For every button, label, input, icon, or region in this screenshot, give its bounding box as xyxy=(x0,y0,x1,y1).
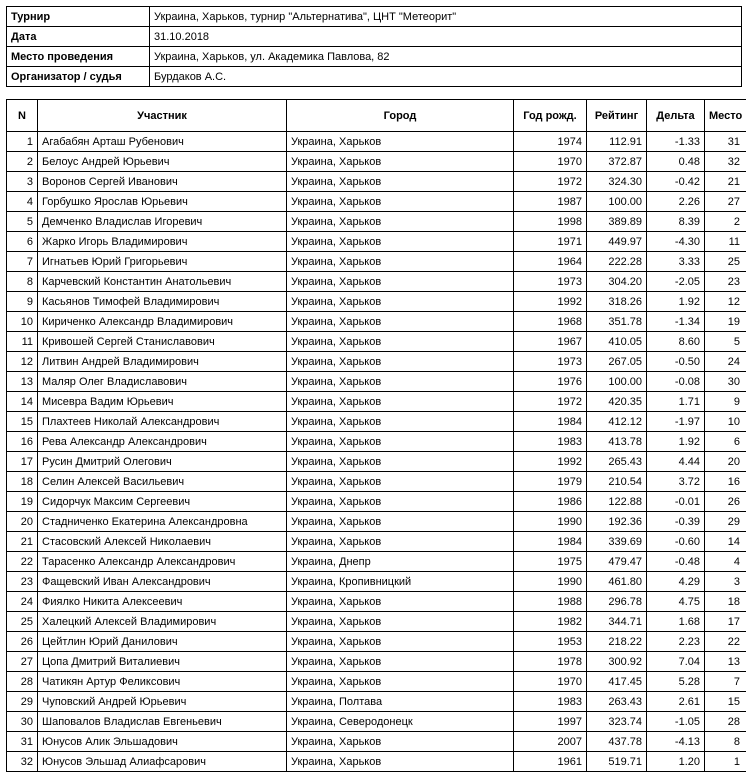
col-header-city: Город xyxy=(287,100,514,132)
delta-cell: 0.48 xyxy=(647,152,705,172)
participant-name-cell: Рева Александр Александрович xyxy=(38,432,287,452)
participant-name-cell: Кривошей Сергей Станиславович xyxy=(38,332,287,352)
place-cell: 18 xyxy=(705,592,746,612)
place-cell: 12 xyxy=(705,292,746,312)
rating-cell: 351.78 xyxy=(587,312,647,332)
delta-cell: 2.61 xyxy=(647,692,705,712)
col-header-participant: Участник xyxy=(38,100,287,132)
delta-cell: -0.08 xyxy=(647,372,705,392)
place-cell: 9 xyxy=(705,392,746,412)
table-row xyxy=(7,332,746,352)
city-cell: Украина, Харьков xyxy=(287,292,514,312)
city-cell: Украина, Харьков xyxy=(287,532,514,552)
row-number-cell: 7 xyxy=(7,252,38,272)
participant-name-cell: Касьянов Тимофей Владимирович xyxy=(38,292,287,312)
table-row xyxy=(7,732,746,752)
row-number-cell: 20 xyxy=(7,512,38,532)
row-number-cell: 27 xyxy=(7,652,38,672)
city-cell: Украина, Харьков xyxy=(287,332,514,352)
table-row xyxy=(7,392,746,412)
birth-year-cell: 1972 xyxy=(514,172,587,192)
city-cell: Украина, Харьков xyxy=(287,372,514,392)
rating-cell: 461.80 xyxy=(587,572,647,592)
city-cell: Украина, Харьков xyxy=(287,212,514,232)
city-cell: Украина, Харьков xyxy=(287,232,514,252)
birth-year-cell: 1976 xyxy=(514,372,587,392)
participant-name-cell: Плахтеев Николай Александрович xyxy=(38,412,287,432)
birth-year-cell: 1988 xyxy=(514,592,587,612)
birth-year-cell: 1961 xyxy=(514,752,587,772)
birth-year-cell: 1979 xyxy=(514,472,587,492)
city-cell: Украина, Харьков xyxy=(287,452,514,472)
city-cell: Украина, Харьков xyxy=(287,352,514,372)
table-row xyxy=(7,212,746,232)
row-number-cell: 12 xyxy=(7,352,38,372)
participant-name-cell: Демченко Владислав Игоревич xyxy=(38,212,287,232)
city-cell: Украина, Харьков xyxy=(287,632,514,652)
participant-name-cell: Маляр Олег Владиславович xyxy=(38,372,287,392)
row-number-cell: 3 xyxy=(7,172,38,192)
delta-cell: 4.44 xyxy=(647,452,705,472)
place-cell: 4 xyxy=(705,552,746,572)
info-label: Организатор / судья xyxy=(7,67,150,87)
delta-cell: -4.30 xyxy=(647,232,705,252)
place-cell: 2 xyxy=(705,212,746,232)
participant-name-cell: Сидорчук Максим Сергеевич xyxy=(38,492,287,512)
place-cell: 20 xyxy=(705,452,746,472)
delta-cell: 1.71 xyxy=(647,392,705,412)
birth-year-cell: 1978 xyxy=(514,652,587,672)
birth-year-cell: 1964 xyxy=(514,252,587,272)
rating-cell: 324.30 xyxy=(587,172,647,192)
delta-cell: 1.92 xyxy=(647,292,705,312)
place-cell: 15 xyxy=(705,692,746,712)
participant-name-cell: Кириченко Александр Владимирович xyxy=(38,312,287,332)
table-row xyxy=(7,352,746,372)
info-value: Украина, Харьков, турнир "Альтернатива", ЦНТ "Метеорит" xyxy=(150,7,742,27)
participant-name-cell: Фиялко Никита Алексеевич xyxy=(38,592,287,612)
row-number-cell: 2 xyxy=(7,152,38,172)
participant-name-cell: Цейтлин Юрий Данилович xyxy=(38,632,287,652)
table-row xyxy=(7,432,746,452)
row-number-cell: 17 xyxy=(7,452,38,472)
table-row xyxy=(7,532,746,552)
delta-cell: 1.20 xyxy=(647,752,705,772)
row-number-cell: 5 xyxy=(7,212,38,232)
results-table xyxy=(6,99,746,772)
delta-cell: -0.01 xyxy=(647,492,705,512)
delta-cell: -0.50 xyxy=(647,352,705,372)
table-row xyxy=(7,472,746,492)
city-cell: Украина, Харьков xyxy=(287,132,514,152)
delta-cell: 4.29 xyxy=(647,572,705,592)
delta-cell: 4.75 xyxy=(647,592,705,612)
participant-name-cell: Русин Дмитрий Олегович xyxy=(38,452,287,472)
birth-year-cell: 1990 xyxy=(514,572,587,592)
delta-cell: -2.05 xyxy=(647,272,705,292)
participant-name-cell: Чуповский Андрей Юрьевич xyxy=(38,692,287,712)
rating-cell: 263.43 xyxy=(587,692,647,712)
city-cell: Украина, Харьков xyxy=(287,432,514,452)
city-cell: Украина, Полтава xyxy=(287,692,514,712)
birth-year-cell: 1982 xyxy=(514,612,587,632)
place-cell: 22 xyxy=(705,632,746,652)
info-value: 31.10.2018 xyxy=(150,27,742,47)
row-number-cell: 19 xyxy=(7,492,38,512)
participant-name-cell: Литвин Андрей Владимирович xyxy=(38,352,287,372)
participant-name-cell: Агабабян Арташ Рубенович xyxy=(38,132,287,152)
city-cell: Украина, Харьков xyxy=(287,512,514,532)
row-number-cell: 8 xyxy=(7,272,38,292)
place-cell: 16 xyxy=(705,472,746,492)
delta-cell: -0.42 xyxy=(647,172,705,192)
row-number-cell: 9 xyxy=(7,292,38,312)
place-cell: 10 xyxy=(705,412,746,432)
row-number-cell: 26 xyxy=(7,632,38,652)
birth-year-cell: 1983 xyxy=(514,692,587,712)
city-cell: Украина, Харьков xyxy=(287,192,514,212)
delta-cell: 1.92 xyxy=(647,432,705,452)
info-label: Турнир xyxy=(7,7,150,27)
row-number-cell: 18 xyxy=(7,472,38,492)
birth-year-cell: 1953 xyxy=(514,632,587,652)
table-row xyxy=(7,512,746,532)
city-cell: Украина, Харьков xyxy=(287,272,514,292)
table-row xyxy=(7,172,746,192)
table-row xyxy=(7,232,746,252)
table-row xyxy=(7,592,746,612)
birth-year-cell: 1986 xyxy=(514,492,587,512)
delta-cell: 3.72 xyxy=(647,472,705,492)
table-row xyxy=(7,412,746,432)
birth-year-cell: 1990 xyxy=(514,512,587,532)
rating-cell: 304.20 xyxy=(587,272,647,292)
participant-name-cell: Игнатьев Юрий Григорьевич xyxy=(38,252,287,272)
rating-cell: 112.91 xyxy=(587,132,647,152)
place-cell: 29 xyxy=(705,512,746,532)
participant-name-cell: Цопа Дмитрий Виталиевич xyxy=(38,652,287,672)
table-row xyxy=(7,672,746,692)
participant-name-cell: Жарко Игорь Владимирович xyxy=(38,232,287,252)
city-cell: Украина, Харьков xyxy=(287,752,514,772)
participant-name-cell: Тарасенко Александр Александрович xyxy=(38,552,287,572)
place-cell: 23 xyxy=(705,272,746,292)
birth-year-cell: 1998 xyxy=(514,212,587,232)
place-cell: 17 xyxy=(705,612,746,632)
row-number-cell: 25 xyxy=(7,612,38,632)
participant-name-cell: Юнусов Алик Эльшадович xyxy=(38,732,287,752)
row-number-cell: 10 xyxy=(7,312,38,332)
place-cell: 24 xyxy=(705,352,746,372)
rating-cell: 372.87 xyxy=(587,152,647,172)
col-header-delta: Дельта xyxy=(647,100,705,132)
rating-cell: 296.78 xyxy=(587,592,647,612)
delta-cell: -0.39 xyxy=(647,512,705,532)
col-header-place: Место xyxy=(705,100,746,132)
table-row xyxy=(7,652,746,672)
place-cell: 21 xyxy=(705,172,746,192)
rating-cell: 344.71 xyxy=(587,612,647,632)
place-cell: 1 xyxy=(705,752,746,772)
birth-year-cell: 1984 xyxy=(514,412,587,432)
city-cell: Украина, Харьков xyxy=(287,152,514,172)
participant-name-cell: Карчевский Константин Анатольевич xyxy=(38,272,287,292)
delta-cell: -0.48 xyxy=(647,552,705,572)
rating-cell: 449.97 xyxy=(587,232,647,252)
participant-name-cell: Фащевский Иван Александрович xyxy=(38,572,287,592)
row-number-cell: 14 xyxy=(7,392,38,412)
delta-cell: -1.34 xyxy=(647,312,705,332)
place-cell: 3 xyxy=(705,572,746,592)
delta-cell: -1.33 xyxy=(647,132,705,152)
rating-cell: 323.74 xyxy=(587,712,647,732)
rating-cell: 300.92 xyxy=(587,652,647,672)
rating-cell: 479.47 xyxy=(587,552,647,572)
rating-cell: 420.35 xyxy=(587,392,647,412)
rating-cell: 218.22 xyxy=(587,632,647,652)
delta-cell: 7.04 xyxy=(647,652,705,672)
place-cell: 19 xyxy=(705,312,746,332)
delta-cell: 1.68 xyxy=(647,612,705,632)
rating-cell: 210.54 xyxy=(587,472,647,492)
birth-year-cell: 1967 xyxy=(514,332,587,352)
place-cell: 25 xyxy=(705,252,746,272)
row-number-cell: 16 xyxy=(7,432,38,452)
delta-cell: -4.13 xyxy=(647,732,705,752)
rating-cell: 267.05 xyxy=(587,352,647,372)
rating-cell: 519.71 xyxy=(587,752,647,772)
delta-cell: -0.60 xyxy=(647,532,705,552)
row-number-cell: 1 xyxy=(7,132,38,152)
row-number-cell: 24 xyxy=(7,592,38,612)
tournament-info-table xyxy=(6,6,742,87)
rating-cell: 100.00 xyxy=(587,192,647,212)
birth-year-cell: 1987 xyxy=(514,192,587,212)
city-cell: Украина, Харьков xyxy=(287,472,514,492)
birth-year-cell: 1997 xyxy=(514,712,587,732)
rating-cell: 410.05 xyxy=(587,332,647,352)
row-number-cell: 28 xyxy=(7,672,38,692)
table-row xyxy=(7,152,746,172)
birth-year-cell: 1983 xyxy=(514,432,587,452)
participant-name-cell: Чатикян Артур Феликсович xyxy=(38,672,287,692)
participant-name-cell: Юнусов Эльшад Алиафсарович xyxy=(38,752,287,772)
city-cell: Украина, Северодонецк xyxy=(287,712,514,732)
info-row xyxy=(7,7,742,27)
rating-cell: 339.69 xyxy=(587,532,647,552)
birth-year-cell: 1968 xyxy=(514,312,587,332)
city-cell: Украина, Кропивницкий xyxy=(287,572,514,592)
city-cell: Украина, Харьков xyxy=(287,672,514,692)
participant-name-cell: Халецкий Алексей Владимирович xyxy=(38,612,287,632)
rating-cell: 417.45 xyxy=(587,672,647,692)
place-cell: 28 xyxy=(705,712,746,732)
birth-year-cell: 1974 xyxy=(514,132,587,152)
table-row xyxy=(7,632,746,652)
city-cell: Украина, Харьков xyxy=(287,492,514,512)
col-header-number: N xyxy=(7,100,38,132)
city-cell: Украина, Харьков xyxy=(287,392,514,412)
table-row xyxy=(7,552,746,572)
birth-year-cell: 1970 xyxy=(514,152,587,172)
birth-year-cell: 1975 xyxy=(514,552,587,572)
table-row xyxy=(7,452,746,472)
participant-name-cell: Горбушко Ярослав Юрьевич xyxy=(38,192,287,212)
delta-cell: -1.05 xyxy=(647,712,705,732)
results-header-row xyxy=(7,100,746,132)
rating-cell: 389.89 xyxy=(587,212,647,232)
info-row xyxy=(7,27,742,47)
row-number-cell: 23 xyxy=(7,572,38,592)
delta-cell: 8.60 xyxy=(647,332,705,352)
participant-name-cell: Мисевра Вадим Юрьевич xyxy=(38,392,287,412)
place-cell: 26 xyxy=(705,492,746,512)
rating-cell: 412.12 xyxy=(587,412,647,432)
row-number-cell: 29 xyxy=(7,692,38,712)
place-cell: 7 xyxy=(705,672,746,692)
city-cell: Украина, Харьков xyxy=(287,732,514,752)
place-cell: 5 xyxy=(705,332,746,352)
city-cell: Украина, Харьков xyxy=(287,412,514,432)
row-number-cell: 15 xyxy=(7,412,38,432)
place-cell: 31 xyxy=(705,132,746,152)
delta-cell: 8.39 xyxy=(647,212,705,232)
rating-cell: 265.43 xyxy=(587,452,647,472)
delta-cell: 2.26 xyxy=(647,192,705,212)
rating-cell: 222.28 xyxy=(587,252,647,272)
city-cell: Украина, Днепр xyxy=(287,552,514,572)
participant-name-cell: Белоус Андрей Юрьевич xyxy=(38,152,287,172)
row-number-cell: 32 xyxy=(7,752,38,772)
table-row xyxy=(7,572,746,592)
table-row xyxy=(7,612,746,632)
delta-cell: 3.33 xyxy=(647,252,705,272)
place-cell: 11 xyxy=(705,232,746,252)
birth-year-cell: 1970 xyxy=(514,672,587,692)
info-row xyxy=(7,47,742,67)
table-row xyxy=(7,252,746,272)
delta-cell: -1.97 xyxy=(647,412,705,432)
info-label: Место проведения xyxy=(7,47,150,67)
place-cell: 27 xyxy=(705,192,746,212)
rating-cell: 437.78 xyxy=(587,732,647,752)
birth-year-cell: 1992 xyxy=(514,292,587,312)
table-row xyxy=(7,692,746,712)
info-label: Дата xyxy=(7,27,150,47)
delta-cell: 2.23 xyxy=(647,632,705,652)
city-cell: Украина, Харьков xyxy=(287,612,514,632)
birth-year-cell: 1973 xyxy=(514,352,587,372)
table-row xyxy=(7,312,746,332)
participant-name-cell: Стасовский Алексей Николаевич xyxy=(38,532,287,552)
info-row xyxy=(7,67,742,87)
place-cell: 32 xyxy=(705,152,746,172)
birth-year-cell: 1972 xyxy=(514,392,587,412)
row-number-cell: 4 xyxy=(7,192,38,212)
rating-cell: 318.26 xyxy=(587,292,647,312)
rating-cell: 100.00 xyxy=(587,372,647,392)
rating-cell: 413.78 xyxy=(587,432,647,452)
participant-name-cell: Шаповалов Владислав Евгеньевич xyxy=(38,712,287,732)
birth-year-cell: 1971 xyxy=(514,232,587,252)
table-row xyxy=(7,192,746,212)
col-header-rating: Рейтинг xyxy=(587,100,647,132)
rating-cell: 122.88 xyxy=(587,492,647,512)
info-value: Бурдаков А.С. xyxy=(150,67,742,87)
birth-year-cell: 1973 xyxy=(514,272,587,292)
col-header-birth-year: Год рожд. xyxy=(514,100,587,132)
delta-cell: 5.28 xyxy=(647,672,705,692)
table-row xyxy=(7,292,746,312)
participant-name-cell: Воронов Сергей Иванович xyxy=(38,172,287,192)
birth-year-cell: 2007 xyxy=(514,732,587,752)
tournament-info-body xyxy=(7,7,742,87)
place-cell: 13 xyxy=(705,652,746,672)
participant-name-cell: Стадниченко Екатерина Александровна xyxy=(38,512,287,532)
table-row xyxy=(7,272,746,292)
table-row xyxy=(7,372,746,392)
city-cell: Украина, Харьков xyxy=(287,312,514,332)
row-number-cell: 21 xyxy=(7,532,38,552)
row-number-cell: 22 xyxy=(7,552,38,572)
rating-cell: 192.36 xyxy=(587,512,647,532)
city-cell: Украина, Харьков xyxy=(287,172,514,192)
city-cell: Украина, Харьков xyxy=(287,592,514,612)
row-number-cell: 30 xyxy=(7,712,38,732)
row-number-cell: 11 xyxy=(7,332,38,352)
birth-year-cell: 1984 xyxy=(514,532,587,552)
info-value: Украина, Харьков, ул. Академика Павлова, 82 xyxy=(150,47,742,67)
participant-name-cell: Селин Алексей Васильевич xyxy=(38,472,287,492)
row-number-cell: 6 xyxy=(7,232,38,252)
place-cell: 6 xyxy=(705,432,746,452)
table-row xyxy=(7,712,746,732)
place-cell: 30 xyxy=(705,372,746,392)
city-cell: Украина, Харьков xyxy=(287,652,514,672)
place-cell: 8 xyxy=(705,732,746,752)
results-body xyxy=(7,132,746,772)
table-row xyxy=(7,492,746,512)
city-cell: Украина, Харьков xyxy=(287,252,514,272)
row-number-cell: 13 xyxy=(7,372,38,392)
row-number-cell: 31 xyxy=(7,732,38,752)
table-row xyxy=(7,132,746,152)
birth-year-cell: 1992 xyxy=(514,452,587,472)
table-row xyxy=(7,752,746,772)
place-cell: 14 xyxy=(705,532,746,552)
